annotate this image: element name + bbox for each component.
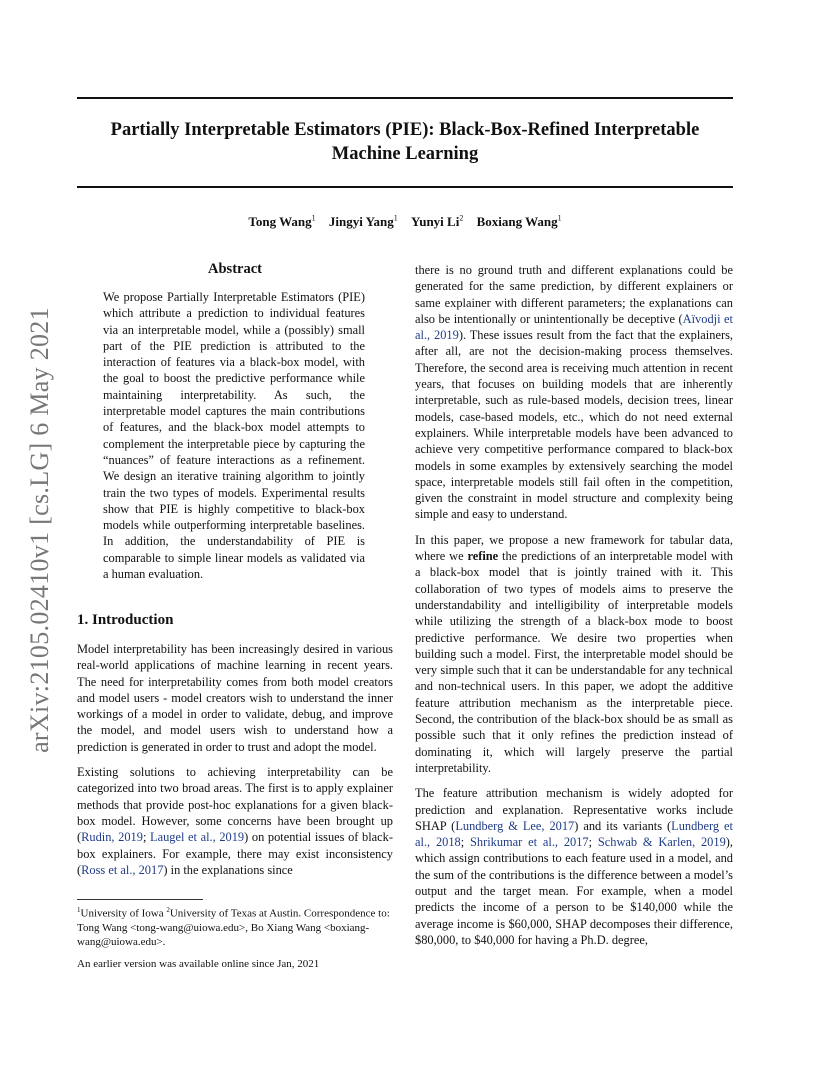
introduction-left-column bbox=[77, 641, 393, 887]
citation-link[interactable]: Rudin, 2019 bbox=[81, 830, 143, 845]
footnote: $^1$University of Iowa $^2$University of Texas at Austin. Correspondence to: Tong Wang <tong-wang@uiowa.edu>, Bo Xiang Wang <boxiang-wang@uiowa.edu>. bbox=[77, 906, 390, 948]
citation-link[interactable]: Ross et al., 2017 bbox=[81, 862, 164, 877]
arxiv-id: arXiv:2105.02410v1 [cs.LG] 6 May 2021 bbox=[25, 307, 54, 753]
right-paragraph-2: In this paper, we propose a new framework for tabular data, where we refine the predictions of an interpretable model with a black-box model that is jointly trained with it. This collaboration of two types of models aims to preserve the understandability and intelligibility of interpretable models while utilizing the strength of a black-box mode to boost predictive performance. We desire two properties when building such a model. First, the interpretable model should be very simple such that it can be understandable for any technical and non-technical users. In this paper, we adopt the additive feature attribution mechanism as the interpretable piece. Second, the contribution of the black-box should be as small as possible such that it only refines the prediction instead of dominating it, which will largely preserve the partial interpretability. bbox=[415, 532, 733, 775]
title-bottom-rule bbox=[77, 186, 733, 188]
section-heading-introduction: 1. Introduction bbox=[77, 612, 174, 628]
version-note: An earlier version was available online since Jan, 2021 bbox=[77, 958, 320, 970]
top-rule bbox=[77, 97, 733, 99]
abstract-text: We propose Partially Interpretable Estimators (PIE) which attribute a prediction to individual features via an interpretable model, while a (possibly) small part of the PIE prediction is attributed to the interaction of features via a black-box model, with the goal to boost the predictive performance while maintaining interpretability. As such, the interpretable model captures the main contributions of features, and the black-box model attempts to complement the interpretable piece by capturing the “nuances” of feature interactions as a refinement. We design an iterative training algorithm to jointly train the two types of models. Experimental results show that PIE is highly competitive to black-box models while outperforming interpretable baselines. In addition, the understandability of PIE is comparable to simple linear models as validated via a human evaluation. bbox=[103, 290, 365, 582]
citation-link[interactable]: Laugel et al., 2019 bbox=[150, 830, 245, 845]
author-2: Jingyi Yang$^1$ bbox=[328, 214, 398, 230]
right-paragraph-3: The feature attribution mechanism is widely adopted for prediction and explanation. Representative works include SHAP (Lundberg & Lee, 2017) and its variants (Lundberg et al., 2018; Shrikumar et al., 2017; Schwab & Karlen, 2019), which assign contributions to each feature used in a model, and the sum of the contributions is the difference between a model’s output and the target mean. For example, when a model predicts the income of a person to be $140,000 while the average income is $60,000, SHAP decomposes their difference, $80,000, to $40,000 for having a Ph.D. degree, bbox=[415, 786, 734, 947]
abstract-heading: Abstract bbox=[208, 261, 262, 277]
bold-term: refine bbox=[467, 549, 499, 564]
right-paragraph-1: there is no ground truth and different explanations could be generated for the same prediction, by different explainers or same explainer with different parameters; the explanations can also be intentionally or unintentionally be deceptive (Aïvodji et al., 2019). These issues result from the fact that the explainers, after all, are not the decision-making process themselves. Therefore, the second area is receiving much attention in recent years, that focuses on building models that are inherently interpretable, such as rule-based models, decision trees, linear models, case-based models, etc., which do not need external explainers. While interpretable models have been advanced to achieve very competitive performance compared to black-box models in some examples by extensively searching the model space, interpretable models still fail often in the competition, given the constraint in model structure and complexity being simple and easy to understand. bbox=[415, 263, 733, 522]
author-3: Yunyi Li$^2$ bbox=[411, 214, 464, 230]
citation-link[interactable]: Schwab & Karlen, 2019 bbox=[597, 835, 726, 850]
author-4: Boxiang Wang$^1$ bbox=[476, 214, 562, 230]
right-column bbox=[415, 262, 733, 957]
paper-title: Partially Interpretable Estimators (PIE): Black-Box-Refined Interpretable Machine Learning bbox=[110, 120, 700, 164]
author-1: Tong Wang$^1$ bbox=[248, 214, 316, 230]
citation-link[interactable]: Lundberg & Lee, 2017 bbox=[455, 818, 575, 833]
footnote-rule bbox=[77, 899, 203, 900]
intro-paragraph-1: Model interpretability has been increasingly desired in various real-world applications of machine learning in recent years. The need for interpretability comes from both model creators and model users - model creators wish to understand the inner workings of a model in order to validate, debug, and improve the model, and model users wish to understand how a prediction is generated in order to trust and adopt the model. bbox=[77, 642, 393, 754]
citation-link[interactable]: Shrikumar et al., 2017 bbox=[470, 835, 589, 850]
intro-paragraph-2: Existing solutions to achieving interpretability can be categorized into two broad areas. The first is to apply explainer methods that provide post-hoc explanations for a given black-box model. However, some concerns have been brought up (Rudin, 2019; Laugel et al., 2019) on potential issues of black-box explainers. For example, there may exist inconsistency (Ross et al., 2017) in the explanations since bbox=[77, 765, 393, 877]
citation-link[interactable]: Aïvodji et al., 2019 bbox=[415, 311, 733, 343]
arxiv-stamp bbox=[20, 290, 60, 770]
author-list bbox=[77, 214, 733, 230]
citation-link[interactable]: Lundberg et al., 2018 bbox=[415, 818, 734, 850]
